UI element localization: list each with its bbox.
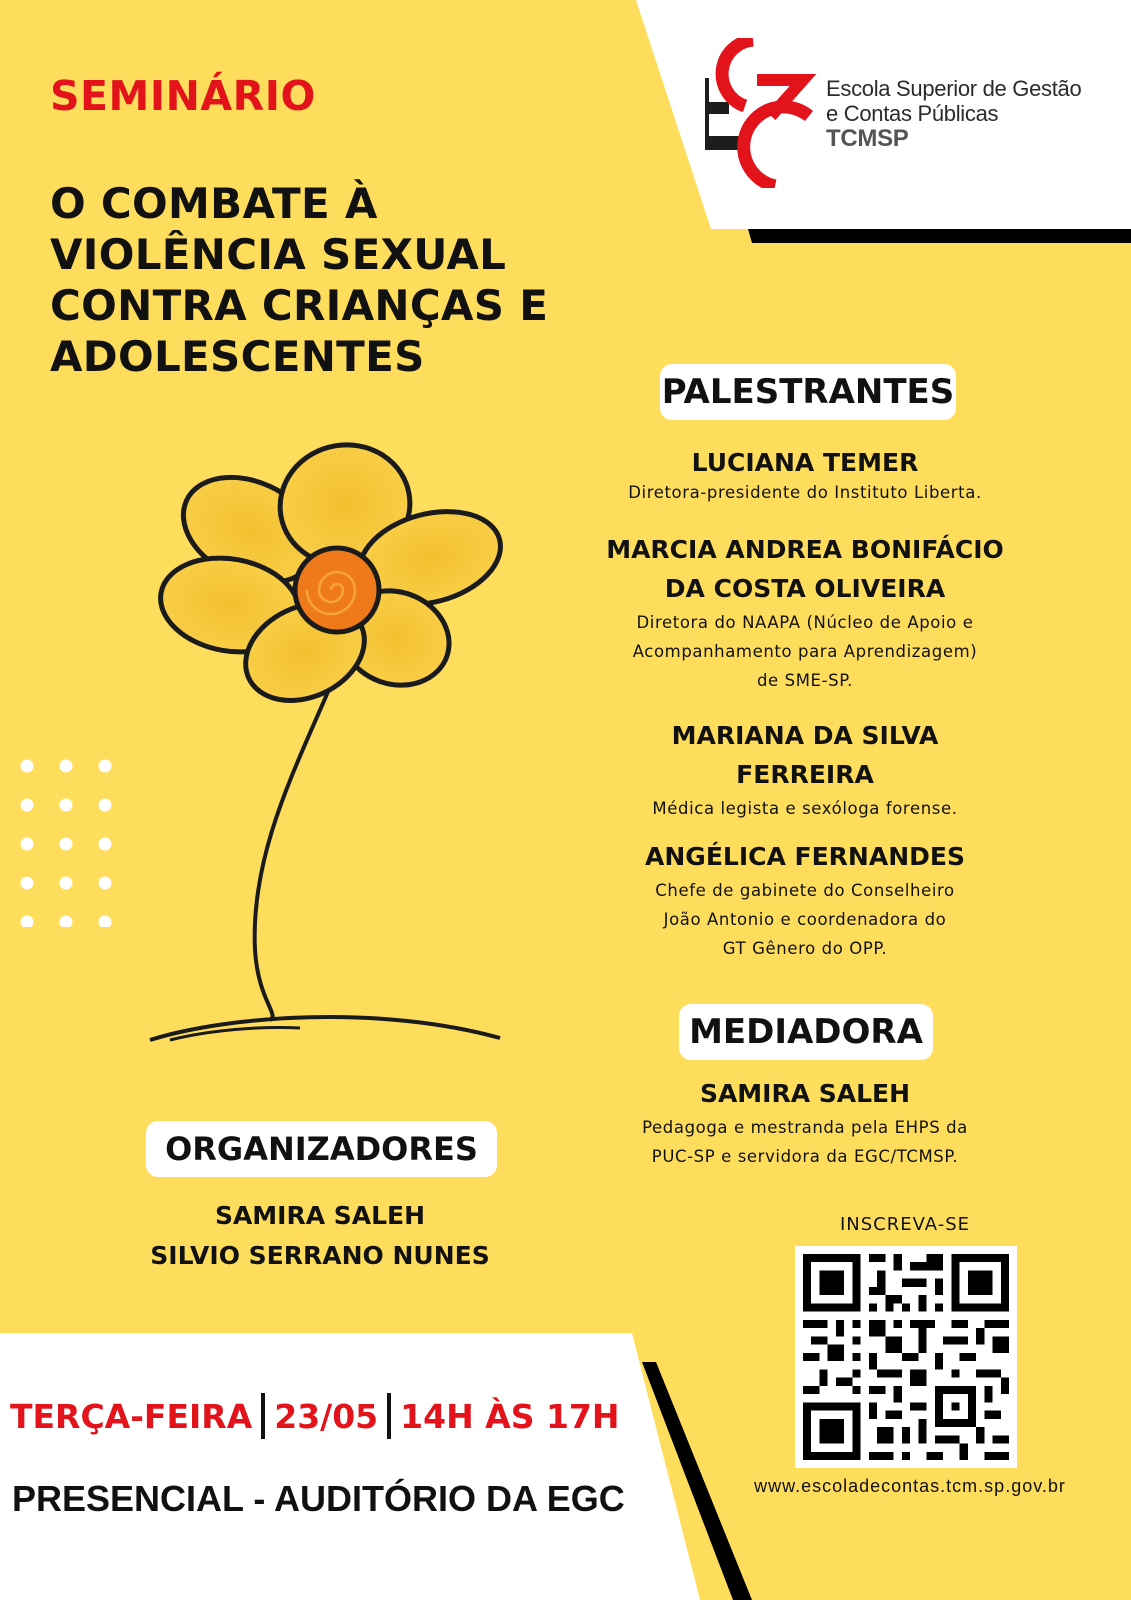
event-type-label: SEMINÁRIO [50,72,316,120]
speaker-card [590,837,1020,963]
organizadores-heading: ORGANIZADORES [146,1121,497,1177]
speaker-role: Acompanhamento para Aprendizagem) [632,642,978,661]
flower-icon [130,430,510,1080]
speaker-name: LUCIANA TEMER [691,448,919,477]
dots-grid-decoration [18,757,118,927]
speaker-name: ANGÉLICA FERNANDES [645,842,965,871]
speaker-name: MARCIA ANDREA BONIFÁCIO [606,535,1004,564]
logo-line: Escola Superior de Gestão [826,76,1082,101]
speaker-card [590,530,1020,695]
logo-wordmark [826,76,1081,151]
event-time: 14H ÀS 17H [400,1396,620,1436]
mediator-role: Pedagoga e mestranda pela EHPS da [642,1118,968,1137]
speaker-card [590,443,1020,504]
speaker-card [590,716,1020,824]
speaker-role: Médica legista e sexóloga forense. [652,799,958,818]
footer-white-panel [0,1320,760,1600]
event-day: TERÇA-FEIRA [10,1396,253,1436]
egc-logo-icon [705,38,825,188]
mediator-role: PUC-SP e servidora da EGC/TCMSP. [651,1147,959,1166]
qr-code-icon[interactable] [795,1246,1017,1468]
registration-url-link[interactable]: www.escoladecontas.tcm.sp.gov.br [754,1476,1066,1496]
speaker-name: DA COSTA OLIVEIRA [664,574,946,603]
logo-line: e Contas Públicas [826,101,999,126]
logo-line: TCMSP [826,125,909,152]
event-date: 23/05 [274,1396,379,1436]
speaker-role: João Antonio e coordenadora do [663,910,947,929]
organizers-list [100,1196,540,1276]
title-line: VIOLÊNCIA SEXUAL [50,230,507,279]
mediator-card [590,1074,1020,1171]
palestrantes-heading: PALESTRANTES [660,364,956,420]
event-title [50,178,650,382]
organizer-name: SILVIO SERRANO NUNES [150,1241,490,1270]
speaker-role: GT Gênero do OPP. [722,939,888,958]
mediadora-heading: MEDIADORA [679,1004,933,1060]
title-line: ADOLESCENTES [50,332,425,381]
organizer-name: SAMIRA SALEH [214,1201,426,1230]
separator [387,1393,391,1439]
qr-code-pattern [803,1254,1009,1460]
title-line: O COMBATE À [50,179,378,228]
speaker-role: Diretora-presidente do Instituto Liberta. [628,483,982,502]
mediator-name: SAMIRA SALEH [699,1079,911,1108]
speaker-name: FERREIRA [736,760,874,789]
event-schedule [10,1393,620,1439]
speaker-role: Chefe de gabinete do Conselheiro [655,881,955,900]
event-venue: PRESENCIAL - AUDITÓRIO DA EGC [12,1478,625,1519]
speaker-name: MARIANA DA SILVA [671,721,939,750]
speaker-role: de SME-SP. [756,671,854,690]
speaker-role: Diretora do NAAPA (Núcleo de Apoio e [636,613,974,632]
separator [261,1393,265,1439]
title-line: CONTRA CRIANÇAS E [50,281,549,330]
registration-label: INSCREVA-SE [839,1214,971,1235]
